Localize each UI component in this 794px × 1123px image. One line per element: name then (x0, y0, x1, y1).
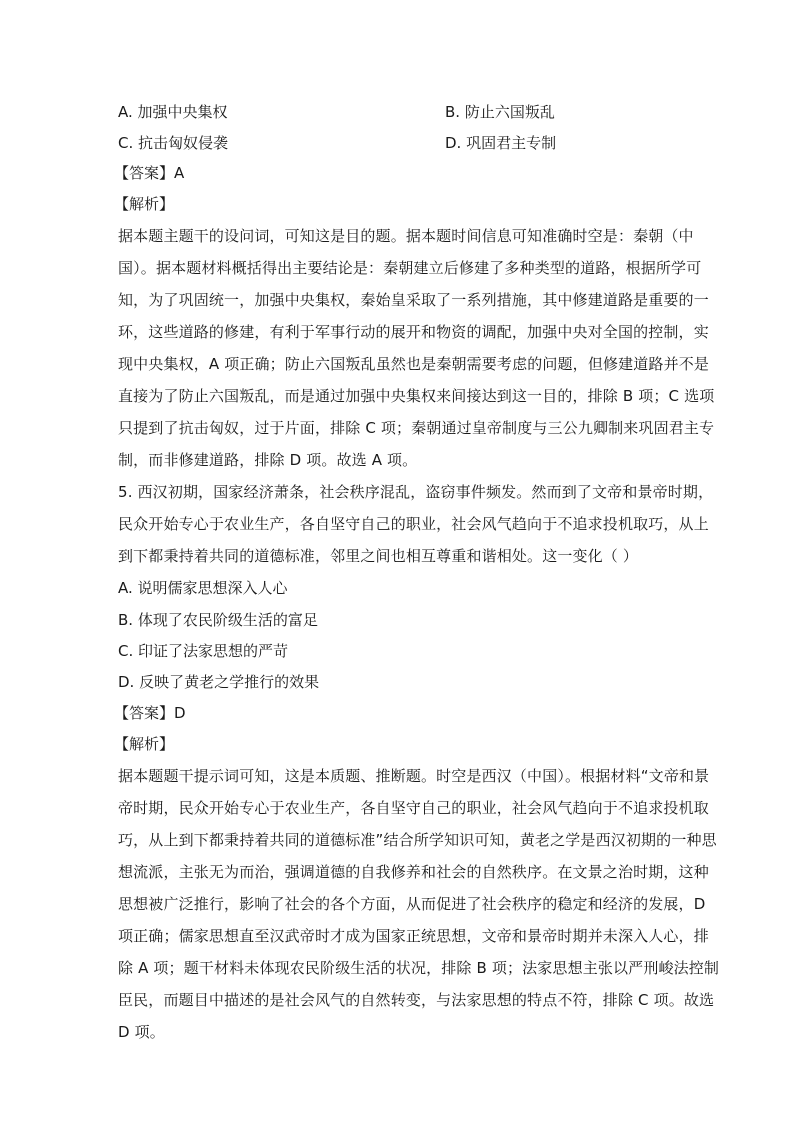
q5-analysis-line: 除 A 项；题干材料未体现农民阶级生活的状况，排除 B 项；法家思想主张以严刑峻法控制 (118, 959, 720, 977)
q5-analysis-line: 巧，从上到下都秉持着共同的道德标准”结合所学知识可知，黄老之学是西汉初期的一种思 (118, 831, 717, 849)
q4-analysis-line: 现中央集权，A 项正确；防止六国叛乱虽然也是秦朝需要考虑的问题，但修建道路并不是 (118, 355, 710, 373)
q5-stem-line: 5. 西汉初期，国家经济萧条，社会秩序混乱，盗窃事件频发。然而到了文帝和景帝时期， (118, 483, 714, 501)
q4-analysis-label: 【解析】 (114, 195, 175, 213)
q4-analysis-line: 环，这些道路的修建，有利于军事行动的展开和物资的调配，加强中央对全国的控制，实 (118, 323, 709, 341)
q5-option-c: C. 印证了法家思想的严苛 (118, 642, 289, 660)
q4-analysis-line: 直接为了防止六国叛乱，而是通过加强中央集权来间接达到这一目的，排除 B 项；C 选项 (118, 387, 715, 405)
q4-option-c: C. 抗击匈奴侵袭 (118, 134, 229, 152)
q5-analysis-line: D 项。 (118, 1023, 165, 1041)
q5-analysis-line: 思想被广泛推行，影响了社会的各个方面，从而促进了社会秩序的稳定和经济的发展，D (118, 895, 706, 913)
q4-analysis-line: 据本题主题干的设问词，可知这是目的题。据本题时间信息可知准确时空是：秦朝（中 (118, 227, 694, 245)
q4-option-d: D. 巩固君主专制 (445, 134, 557, 152)
q5-analysis-line: 想流派，主张无为而治，强调道德的自我修养和社会的自然秩序。在文景之治时期，这种 (118, 863, 709, 881)
q4-analysis-line: 制，而非修建道路，排除 D 项。故选 A 项。 (118, 451, 418, 469)
q5-stem-line: 到下都秉持着共同的道德标准，邻里之间也相互尊重和谐相处。这一变化（ ） (118, 547, 639, 565)
q5-option-a: A. 说明儒家思想深入人心 (118, 579, 288, 597)
q5-answer: 【答案】D (114, 704, 186, 722)
q5-stem-line: 民众开始专心于农业生产，各自坚守自己的职业，社会风气趋向于不追求投机取巧，从上 (118, 515, 709, 533)
q5-analysis-line: 帝时期，民众开始专心于农业生产，各自坚守自己的职业，社会风气趋向于不追求投机取 (118, 799, 709, 817)
q4-option-a: A. 加强中央集权 (118, 103, 228, 121)
q5-option-b: B. 体现了农民阶级生活的富足 (118, 611, 318, 629)
q5-analysis-line: 据本题题干提示词可知，这是本质题、推断题。时空是西汉（中国）。根据材料“文帝和景 (118, 767, 710, 785)
q4-option-b: B. 防止六国叛乱 (445, 103, 555, 121)
q5-analysis-label: 【解析】 (114, 735, 175, 753)
q4-analysis-line: 只提到了抗击匈奴，过于片面，排除 C 项；秦朝通过皇帝制度与三公九卿制来巩固君主专 (118, 419, 715, 437)
q5-option-d: D. 反映了黄老之学推行的效果 (118, 673, 320, 691)
q5-analysis-line: 项正确；儒家思想直至汉武帝时才成为国家正统思想，文帝和景帝时期并未深入人心，排 (118, 927, 709, 945)
q4-answer: 【答案】A (114, 164, 185, 182)
q4-analysis-line: 国）。据本题材料概括得出主要结论是：秦朝建立后修建了多种类型的道路，根据所学可 (118, 259, 702, 277)
q5-analysis-line: 臣民，而题目中描述的是社会风气的自然转变，与法家思想的特点不符，排除 C 项。故选 (118, 991, 715, 1009)
q4-analysis-line: 知，为了巩固统一，加强中央集权，秦始皇采取了一系列措施，其中修建道路是重要的一 (118, 291, 709, 309)
